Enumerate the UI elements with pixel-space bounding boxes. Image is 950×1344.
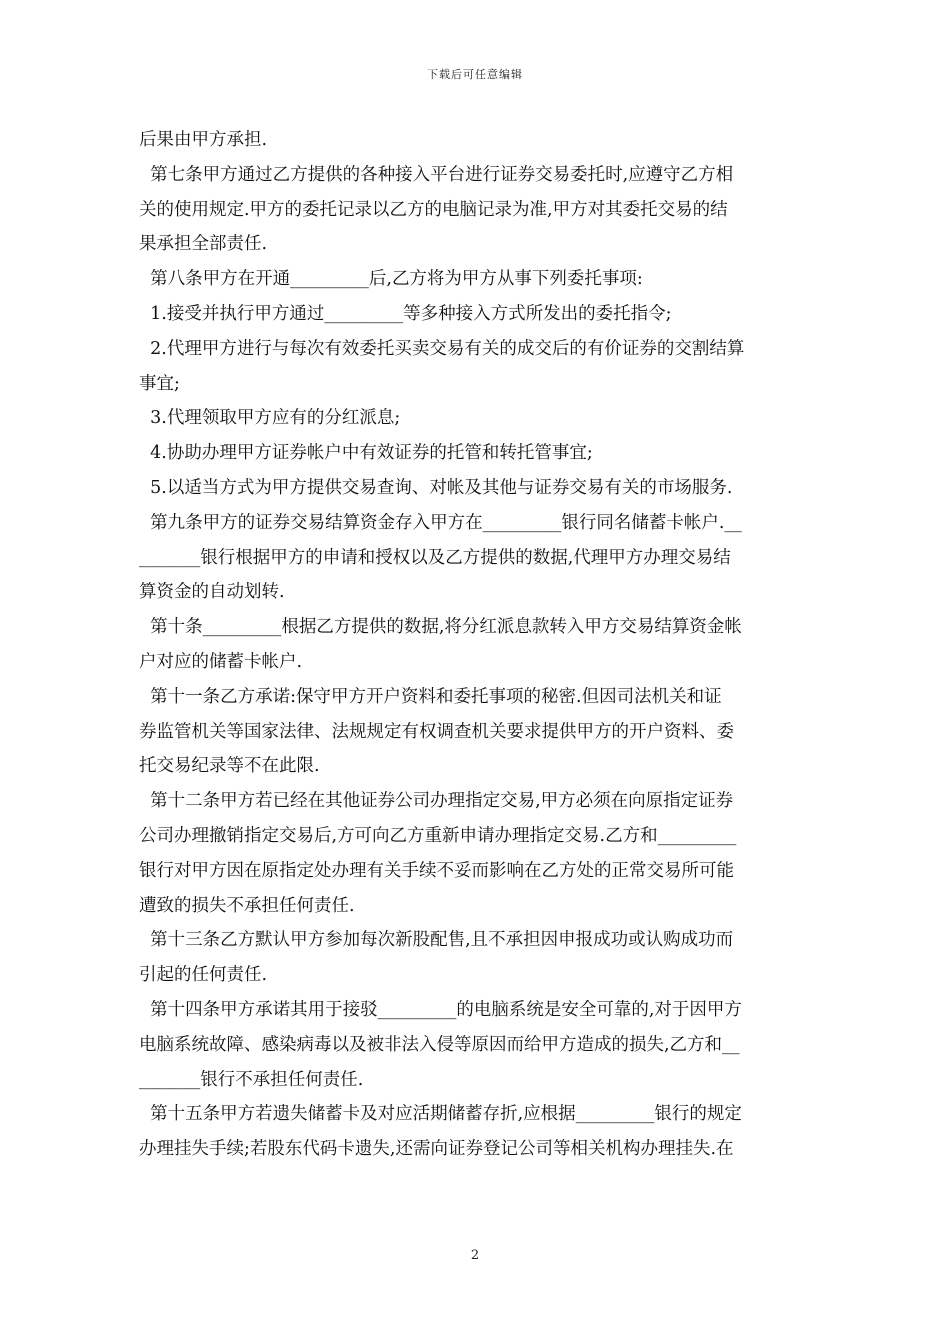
text-line: 遭致的损失不承担任何责任. [139,895,355,916]
text-line: 银行对甲方因在原指定处办理有关手续不妥而影响在乙方处的正常交易所可能 [139,860,734,881]
text-line: 券监管机关等国家法律、法规规定有权调查机关要求提供甲方的开户资料、委 [139,721,734,742]
text-line: 办理挂失手续;若股东代码卡遗失,还需向证券登记公司等相关机构办理挂失.在 [139,1139,734,1160]
text-line: 关的使用规定.甲方的委托记录以乙方的电脑记录为准,甲方对其委托交易的结 [139,199,728,220]
text-line: 后果由甲方承担. [139,130,268,150]
text-line: 第九条甲方的证券交易结算资金存入甲方在_________银行同名储蓄卡帐户.__ [139,512,742,533]
text-line: 户对应的储蓄卡帐户. [139,651,303,672]
text-line: 算资金的自动划转. [139,582,285,603]
text-line: 第十条_________根据乙方提供的数据,将分红派息款转入甲方交易结算资金帐 [139,617,742,638]
text-line: 果承担全部责任. [139,234,268,255]
text-line: 第十四条甲方承诺其用于接驳_________的电脑系统是安全可靠的,对于因甲方 [139,999,742,1020]
text-line: 引起的任何责任. [139,965,268,986]
text-line: 第八条甲方在开通_________后,乙方将为甲方从事下列委托事项: [139,269,643,290]
text-line: 电脑系统故障、感染病毒以及被非法入侵等原因而给甲方造成的损失,乙方和__ [139,1034,740,1055]
text-line: 事宜; [139,373,180,394]
text-line: 3.代理领取甲方应有的分红派息; [139,408,401,429]
page-number: 2 [470,1248,480,1263]
document-body [139,123,811,1167]
text-line: 托交易纪录等不在此限. [139,756,320,777]
text-line: 第十一条乙方承诺:保守甲方开户资料和委托事项的秘密.但因司法机关和证 [139,686,722,707]
text-line: 第十二条甲方若已经在其他证券公司办理指定交易,甲方必须在向原指定证券 [139,791,734,812]
page-header: 下载后可任意编辑 [427,68,523,81]
text-line: 4.协助办理甲方证券帐户中有效证券的托管和转托管事宜; [139,443,593,464]
text-line: 第十三条乙方默认甲方参加每次新股配售,且不承担因申报成功或认购成功而 [139,930,734,951]
text-line: 1.接受并执行甲方通过_________等多种接入方式所发出的委托指令; [139,303,672,324]
text-line: _______银行不承担任何责任. [139,1069,364,1090]
text-line: 第十五条甲方若遗失储蓄卡及对应活期储蓄存折,应根据_________银行的规定 [139,1104,742,1125]
text-line: 公司办理撤销指定交易后,方可向乙方重新申请办理指定交易.乙方和_________ [139,825,737,846]
text-line: _______银行根据甲方的申请和授权以及乙方提供的数据,代理甲方办理交易结 [139,547,731,568]
text-line: 2.代理甲方进行与每次有效委托买卖交易有关的成交后的有价证券的交割结算 [139,338,745,359]
text-line: 5.以适当方式为甲方提供交易查询、对帐及其他与证券交易有关的市场服务. [139,477,733,498]
text-line: 第七条甲方通过乙方提供的各种接入平台进行证券交易委托时,应遵守乙方相 [139,164,734,185]
